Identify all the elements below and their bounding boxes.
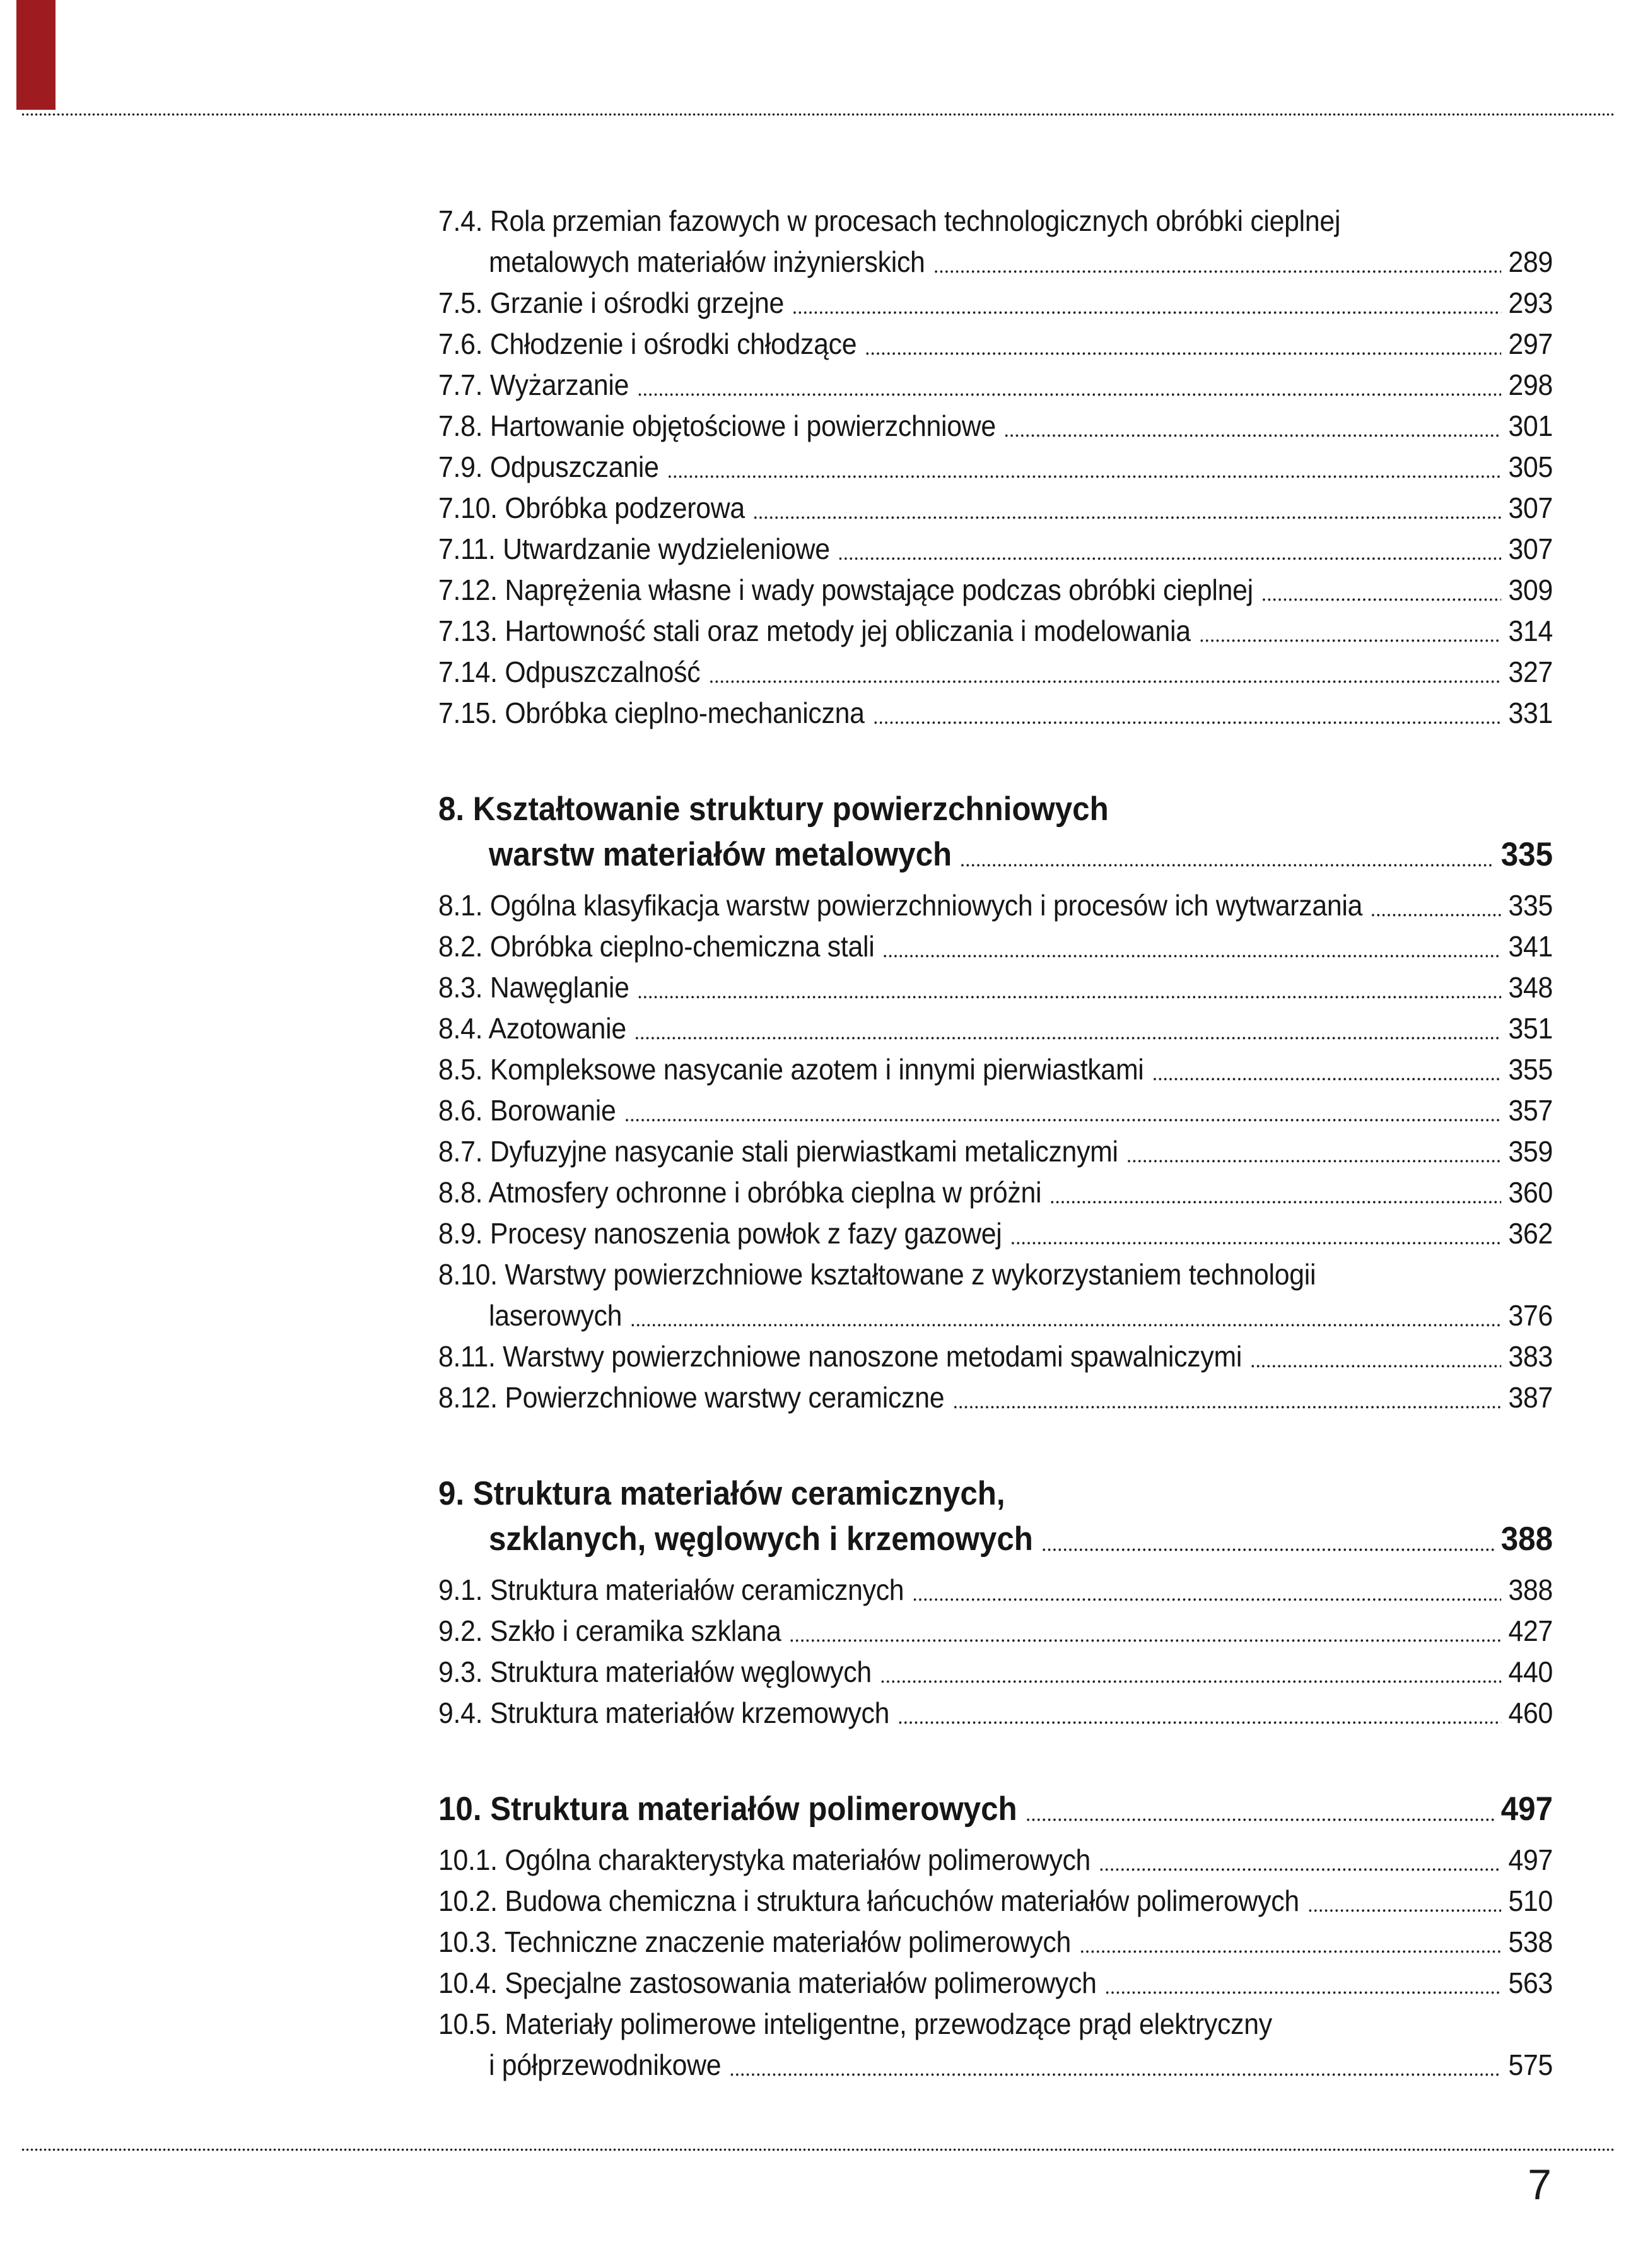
toc-entry-text: laserowych <box>488 1299 623 1332</box>
toc-page-ref: 460 <box>1508 1696 1553 1729</box>
toc-heading-line <box>438 832 1553 878</box>
toc-entry-line <box>438 1254 1553 1295</box>
toc-page-ref: 362 <box>1508 1217 1553 1250</box>
dot-leader <box>898 1721 1501 1724</box>
toc-entry <box>438 967 1553 1008</box>
toc-entry-text: 8.4. Azotowanie <box>438 1012 626 1045</box>
toc-heading-line <box>438 787 1553 832</box>
toc-page-ref: 293 <box>1508 286 1553 319</box>
toc-entry-line <box>438 1652 1553 1693</box>
toc-entry-line <box>438 885 1553 926</box>
toc-page-ref: 348 <box>1508 971 1553 1004</box>
toc-entry-text: 7.6. Chłodzenie i ośrodki chłodzące <box>438 327 857 360</box>
toc-entry-line <box>438 1922 1553 1963</box>
toc-entry-text: 8.3. Nawęglanie <box>438 971 629 1004</box>
toc-entry-line <box>438 201 1553 242</box>
dot-leader <box>1099 1868 1501 1871</box>
toc-page-ref: 301 <box>1508 409 1553 442</box>
toc-section-heading <box>438 787 1553 878</box>
dot-leader <box>1126 1160 1502 1163</box>
toc-page-ref: 360 <box>1508 1176 1553 1209</box>
dot-leader <box>882 955 1501 958</box>
dot-leader <box>1261 598 1501 601</box>
dot-leader <box>880 1680 1501 1683</box>
toc-entry <box>438 324 1553 365</box>
toc-entry-line <box>438 1570 1553 1611</box>
toc-entry <box>438 1840 1553 1881</box>
toc-entry-text: i półprzewodnikowe <box>488 2048 722 2081</box>
toc-section-heading <box>438 1787 1553 1832</box>
toc-entry-line <box>438 1295 1553 1336</box>
toc-entry <box>438 283 1553 324</box>
toc-entry-text: 10.2. Budowa chemiczna i struktura łańcuchów materiałów polimerowych <box>438 1884 1299 1917</box>
toc-entry-line <box>438 926 1553 967</box>
toc-entry <box>438 611 1553 652</box>
dot-leader <box>790 1639 1502 1642</box>
toc-entry <box>438 1922 1553 1963</box>
toc-entry-text: 8.2. Obróbka cieplno-chemiczna stali <box>438 930 875 963</box>
toc-entry-line <box>438 283 1553 324</box>
toc-page-ref: 307 <box>1508 491 1553 524</box>
toc-page-ref: 538 <box>1508 1925 1553 1958</box>
dot-leader <box>1152 1078 1502 1081</box>
toc-entry-text: 7.4. Rola przemian fazowych w procesach technologicznych obróbki cieplnej <box>438 204 1341 237</box>
toc-entry-line <box>438 1693 1553 1734</box>
toc-page-ref: 497 <box>1500 1790 1553 1828</box>
toc-entry-text: 10.4. Specjalne zastosowania materiałów polimerowych <box>438 1966 1097 1999</box>
top-dotted-rule <box>21 112 1615 117</box>
toc-page-ref: 351 <box>1508 1012 1553 1045</box>
toc-entry <box>438 447 1553 488</box>
dot-leader <box>624 1119 1502 1122</box>
toc-entry <box>438 926 1553 967</box>
dot-leader <box>708 680 1501 683</box>
toc-page-ref: 563 <box>1508 1966 1553 1999</box>
toc-entry-line <box>438 488 1553 529</box>
toc-entry <box>438 1693 1553 1734</box>
toc-entry-text: 7.14. Odpuszczalność <box>438 655 701 688</box>
toc-entry-line <box>438 2045 1553 2086</box>
toc-entry <box>438 693 1553 734</box>
toc-entry-line <box>438 1090 1553 1131</box>
toc-entry-text: 7.13. Hartowność stali oraz metody jej obliczania i modelowania <box>438 614 1191 647</box>
toc-entry <box>438 201 1553 283</box>
dot-leader <box>960 864 1494 867</box>
toc-page-ref: 355 <box>1508 1053 1553 1086</box>
toc-entry-text: 8.9. Procesy nanoszenia powłok z fazy gazowej <box>438 1217 1002 1250</box>
toc-entry-line <box>438 529 1553 570</box>
toc-heading-text: 8. Kształtowanie struktury powierzchniowych <box>438 790 1109 828</box>
toc-entry-text: 8.10. Warstwy powierzchniowe kształtowane z wykorzystaniem technologii <box>438 1258 1316 1291</box>
dot-leader <box>753 516 1501 519</box>
toc-entry-line <box>438 2004 1553 2045</box>
dot-leader <box>729 2073 1501 2076</box>
dot-leader <box>634 1037 1501 1040</box>
toc-entry-line <box>438 967 1553 1008</box>
toc-page-ref: 331 <box>1508 696 1553 729</box>
toc-entry <box>438 1049 1553 1090</box>
toc-entry <box>438 1881 1553 1922</box>
toc-entry-text: 8.5. Kompleksowe nasycanie azotem i innymi pierwiastkami <box>438 1053 1144 1086</box>
toc-entry-text: 10.3. Techniczne znaczenie materiałów polimerowych <box>438 1925 1072 1958</box>
toc-entry-text: 9.2. Szkło i ceramika szklana <box>438 1614 781 1647</box>
dot-leader <box>667 475 1502 478</box>
toc-entry <box>438 1377 1553 1418</box>
toc-entry-text: 10.1. Ogólna charakterystyka materiałów polimerowych <box>438 1843 1091 1876</box>
toc-entry-text: 7.8. Hartowanie objętościowe i powierzchniowe <box>438 409 996 442</box>
toc-entry-line <box>438 1881 1553 1922</box>
dot-leader <box>1050 1201 1501 1204</box>
dot-leader <box>1371 914 1501 917</box>
toc-page-ref: 497 <box>1508 1843 1553 1876</box>
toc-entry <box>438 529 1553 570</box>
toc-entry-line <box>438 1840 1553 1881</box>
toc-entry-text: 7.5. Grzanie i ośrodki grzejne <box>438 286 785 319</box>
toc-page-ref: 327 <box>1508 655 1553 688</box>
toc-entry-line <box>438 570 1553 611</box>
toc-entry-line <box>438 406 1553 447</box>
dot-leader <box>1004 434 1501 437</box>
toc-entry-line <box>438 242 1553 283</box>
toc-entry-text: 8.8. Atmosfery ochronne i obróbka cieplna w próżni <box>438 1176 1042 1209</box>
toc-entry-text: 8.1. Ogólna klasyfikacja warstw powierzchniowych i procesów ich wytwarzania <box>438 889 1363 922</box>
toc-entry-line <box>438 652 1553 693</box>
toc-page-ref: 289 <box>1508 245 1553 278</box>
toc-page-ref: 388 <box>1508 1573 1553 1606</box>
toc-entry-line <box>438 324 1553 365</box>
toc-entry-line <box>438 1611 1553 1652</box>
dot-leader <box>792 311 1501 314</box>
dot-leader <box>630 1324 1501 1327</box>
toc-entry <box>438 1213 1553 1254</box>
toc-page-ref: 335 <box>1500 836 1553 873</box>
toc-page-ref: 314 <box>1508 614 1553 647</box>
toc-page-ref: 309 <box>1508 573 1553 606</box>
dot-leader <box>1026 1818 1494 1821</box>
toc-entry-text: 7.10. Obróbka podzerowa <box>438 491 745 524</box>
dot-leader <box>952 1406 1501 1409</box>
dot-leader <box>933 270 1502 273</box>
toc-entry-line <box>438 1963 1553 2004</box>
toc-entry <box>438 1336 1553 1377</box>
toc-entry-text: 7.7. Wyżarzanie <box>438 368 629 401</box>
toc-entry-text: 9.1. Struktura materiałów ceramicznych <box>438 1573 904 1606</box>
dot-leader <box>1079 1950 1501 1953</box>
toc-entry <box>438 1090 1553 1131</box>
toc-entry <box>438 1254 1553 1336</box>
toc-entry-line <box>438 1131 1553 1172</box>
toc-entry-line <box>438 365 1553 406</box>
toc-heading-text: warstw materiałów metalowych <box>488 836 952 873</box>
toc-entry-text: metalowych materiałów inżynierskich <box>488 245 925 278</box>
toc-entry-text: 8.12. Powierzchniowe warstwy ceramiczne <box>438 1381 945 1414</box>
toc <box>438 201 1553 2086</box>
toc-page-ref: 575 <box>1508 2048 1553 2081</box>
toc-page-ref: 307 <box>1508 532 1553 565</box>
toc-entry-line <box>438 611 1553 652</box>
toc-page-ref: 297 <box>1508 327 1553 360</box>
toc-entry <box>438 1963 1553 2004</box>
toc-entry-text: 8.7. Dyfuzyjne nasycanie stali pierwiastkami metalicznymi <box>438 1135 1118 1168</box>
dot-leader <box>1010 1242 1501 1245</box>
toc-entry <box>438 365 1553 406</box>
toc-entry-text: 7.12. Naprężenia własne i wady powstające podczas obróbki cieplnej <box>438 573 1253 606</box>
toc-entry-line <box>438 693 1553 734</box>
toc-entry-line <box>438 447 1553 488</box>
toc-entry-text: 9.3. Struktura materiałów węglowych <box>438 1655 872 1688</box>
toc-entry <box>438 1172 1553 1213</box>
toc-entry <box>438 406 1553 447</box>
toc-entry <box>438 1611 1553 1652</box>
dot-leader <box>1307 1909 1501 1912</box>
toc-entry <box>438 652 1553 693</box>
toc-entry-line <box>438 1172 1553 1213</box>
dot-leader <box>912 1598 1501 1601</box>
toc-entry-text: 8.11. Warstwy powierzchniowe nanoszone metodami spawalniczymi <box>438 1340 1242 1373</box>
dot-leader <box>1105 1991 1502 1994</box>
toc-page-ref: 341 <box>1508 930 1553 963</box>
toc-entry-line <box>438 1213 1553 1254</box>
toc-entry-text: 7.15. Obróbka cieplno-mechaniczna <box>438 696 865 729</box>
toc-entry-text: 10.5. Materiały polimerowe inteligentne, przewodzące prąd elektryczny <box>438 2007 1272 2040</box>
toc-page-ref: 510 <box>1508 1884 1553 1917</box>
toc-page-ref: 376 <box>1508 1299 1553 1332</box>
toc-page-ref: 383 <box>1508 1340 1553 1373</box>
toc-entry <box>438 2004 1553 2086</box>
toc-entry-line <box>438 1049 1553 1090</box>
toc-heading-text: 9. Struktura materiałów ceramicznych, <box>438 1475 1005 1512</box>
chapter-edge-tab <box>16 0 56 110</box>
toc-heading-text: 10. Struktura materiałów polimerowych <box>438 1790 1017 1828</box>
toc-entry-line <box>438 1377 1553 1418</box>
toc-page-ref: 357 <box>1508 1094 1553 1127</box>
dot-leader <box>1250 1365 1501 1368</box>
toc-entry <box>438 1131 1553 1172</box>
dot-leader <box>838 557 1502 560</box>
toc-entry <box>438 1008 1553 1049</box>
toc-entry <box>438 885 1553 926</box>
toc-entry-text: 8.6. Borowanie <box>438 1094 616 1127</box>
dot-leader <box>637 393 1501 396</box>
toc-page-ref: 388 <box>1500 1520 1553 1558</box>
toc-entry-text: 7.9. Odpuszczanie <box>438 450 659 483</box>
toc-page-ref: 427 <box>1508 1614 1553 1647</box>
toc-entry-text: 9.4. Struktura materiałów krzemowych <box>438 1696 890 1729</box>
page-number: 7 <box>1528 2161 1552 2209</box>
toc-page-ref: 298 <box>1508 368 1553 401</box>
toc-entry <box>438 1652 1553 1693</box>
toc-heading-line <box>438 1471 1553 1517</box>
dot-leader <box>1199 639 1502 642</box>
toc-heading-text: szklanych, węglowych i krzemowych <box>488 1520 1033 1558</box>
toc-heading-line <box>438 1517 1553 1562</box>
toc-entry-line <box>438 1008 1553 1049</box>
toc-entry <box>438 570 1553 611</box>
toc-entry <box>438 1570 1553 1611</box>
toc-page-ref: 305 <box>1508 450 1553 483</box>
toc-entry-text: 7.11. Utwardzanie wydzieleniowe <box>438 532 830 565</box>
toc-page-ref: 440 <box>1508 1655 1553 1688</box>
toc-entry-line <box>438 1336 1553 1377</box>
toc-heading-line <box>438 1787 1553 1832</box>
toc-page-ref: 359 <box>1508 1135 1553 1168</box>
toc-page-ref: 387 <box>1508 1381 1553 1414</box>
dot-leader <box>865 352 1501 355</box>
dot-leader <box>638 996 1502 999</box>
dot-leader <box>873 721 1502 724</box>
toc-entry <box>438 488 1553 529</box>
bottom-dotted-rule <box>21 2148 1615 2152</box>
dot-leader <box>1041 1548 1494 1551</box>
toc-section-heading <box>438 1471 1553 1562</box>
toc-page-ref: 335 <box>1508 889 1553 922</box>
